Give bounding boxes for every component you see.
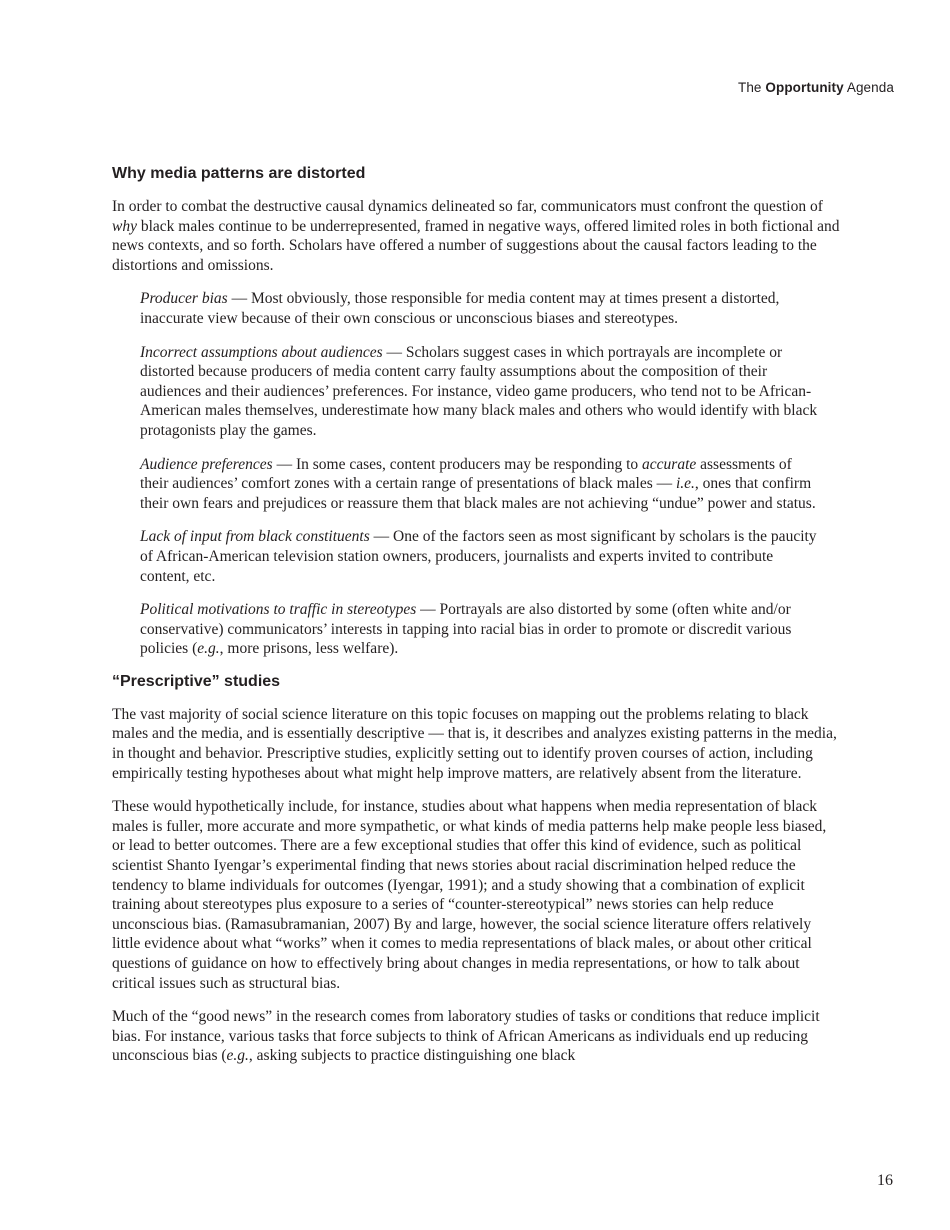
header-brand: Opportunity <box>765 80 844 95</box>
main-content <box>112 163 842 1080</box>
intro-paragraph <box>112 197 842 275</box>
intro-text-a: In order to combat the destructive causal dynamics delineated so far, communicators must confront the question of <box>112 198 823 215</box>
running-header <box>738 80 894 95</box>
item-audience-preferences <box>140 455 820 514</box>
item-producer-bias <box>140 289 820 328</box>
page-number: 16 <box>877 1172 893 1189</box>
section-heading-distorted: Why media patterns are distorted <box>112 165 366 182</box>
item-term: Audience preferences <box>140 455 273 473</box>
item-emphasis: i.e. <box>675 475 695 493</box>
item-text: — Scholars suggest cases in which portrayals are incomplete or distorted because producers of media content carry faulty assumptions about the composition of their audiences and their audiences’ preferences. For instance, video game producers, who tend not to be African-American males themselves, underestimate how many black males and others who would identify with black protagonists play the games. <box>140 343 818 439</box>
item-term: Producer bias <box>140 290 228 308</box>
item-text: , ones that confirm their own fears and prejudices or reassure them that black males are not achieving “undue” power and status. <box>140 475 816 512</box>
intro-emphasis: why <box>112 217 137 235</box>
prescriptive-paragraph-1: The vast majority of social science literature on this topic focuses on mapping out the problems relating to black males and the media, and is essentially descriptive — that is, it describes and analyzes existing patterns in the media, in thought and behavior. Prescriptive studies, explicitly setting out to identify proven courses of action, including empirically testing hypotheses about what might help improve matters, are relatively absent from the literature. <box>112 705 837 782</box>
section-heading-prescriptive: “Prescriptive” studies <box>112 672 281 690</box>
prescriptive-paragraph-3 <box>112 1007 842 1066</box>
p3-emphasis: e.g. <box>226 1047 249 1065</box>
item-emphasis: accurate <box>642 455 697 473</box>
item-incorrect-assumptions <box>140 343 820 441</box>
item-text: — Most obviously, those responsible for media content may at times present a distorted, inaccurate view because of their own conscious or unconscious biases and stereotypes. <box>140 290 780 327</box>
prescriptive-paragraph-2: These would hypothetically include, for instance, studies about what happens when media representation of black males is fuller, more accurate and more sympathetic, or what kinds of media patterns help make people less biased, or lead to better outcomes. There are a few exceptional studies that offer this kind of evidence, such as political scientist Shanto Iyengar’s experimental finding that news stories about racial discrimination helped reduce the tendency to blame individuals for outcomes (Iyengar, 1991); and a study showing that a combination of explicit training about stereotypes plus exposure to a series of “counter-stereotypical” news stories can help reduce unconscious bias. (Ramasubramanian, 2007) By and large, however, the social science literature offers relatively little evidence about what “works” when it comes to media representations of black males, or about other critical questions of guidance on how to effectively bring about changes in media representations, or how to talk about critical issues such as structural bias. <box>112 798 827 992</box>
item-term: Political motivations to traffic in stereotypes <box>140 601 417 619</box>
header-prefix: The <box>737 80 762 95</box>
p3-text-a: Much of the “good news” in the research comes from laboratory studies of tasks or conditions that reduce implicit bias. For instance, various tasks that force subjects to think of African Americans as individuals end up reducing unconscious bias ( <box>112 1008 820 1065</box>
item-emphasis: e.g. <box>197 640 220 658</box>
p3-text-b: , asking subjects to practice distinguishing one black <box>248 1047 576 1065</box>
item-term: Lack of input from black constituents <box>140 528 370 546</box>
item-text: , more prisons, less welfare). <box>219 640 399 658</box>
item-lack-of-input <box>140 527 820 586</box>
item-text: assessments of their audiences’ comfort zones with a certain range of presentations of black males — <box>140 455 792 493</box>
item-text: — One of the factors seen as most significant by scholars is the paucity of African-American television station owners, producers, journalists and experts invited to contribute content, etc. <box>140 528 817 585</box>
item-political-motivations <box>140 600 820 659</box>
intro-text-b: black males continue to be underrepresented, framed in negative ways, offered limited roles in both fictional and news contexts, and so forth. Scholars have offered a number of suggestions about the causal factors leading to the distortions and omissions. <box>112 217 840 274</box>
item-text: — Portrayals are also distorted by some (often white and/or conservative) communicators’ interests in tapping into racial bias in order to promote or discredit various policies ( <box>140 601 792 658</box>
item-text: — In some cases, content producers may be responding to <box>272 455 643 473</box>
header-suffix: Agenda <box>846 80 894 95</box>
item-term: Incorrect assumptions about audiences <box>140 343 383 361</box>
